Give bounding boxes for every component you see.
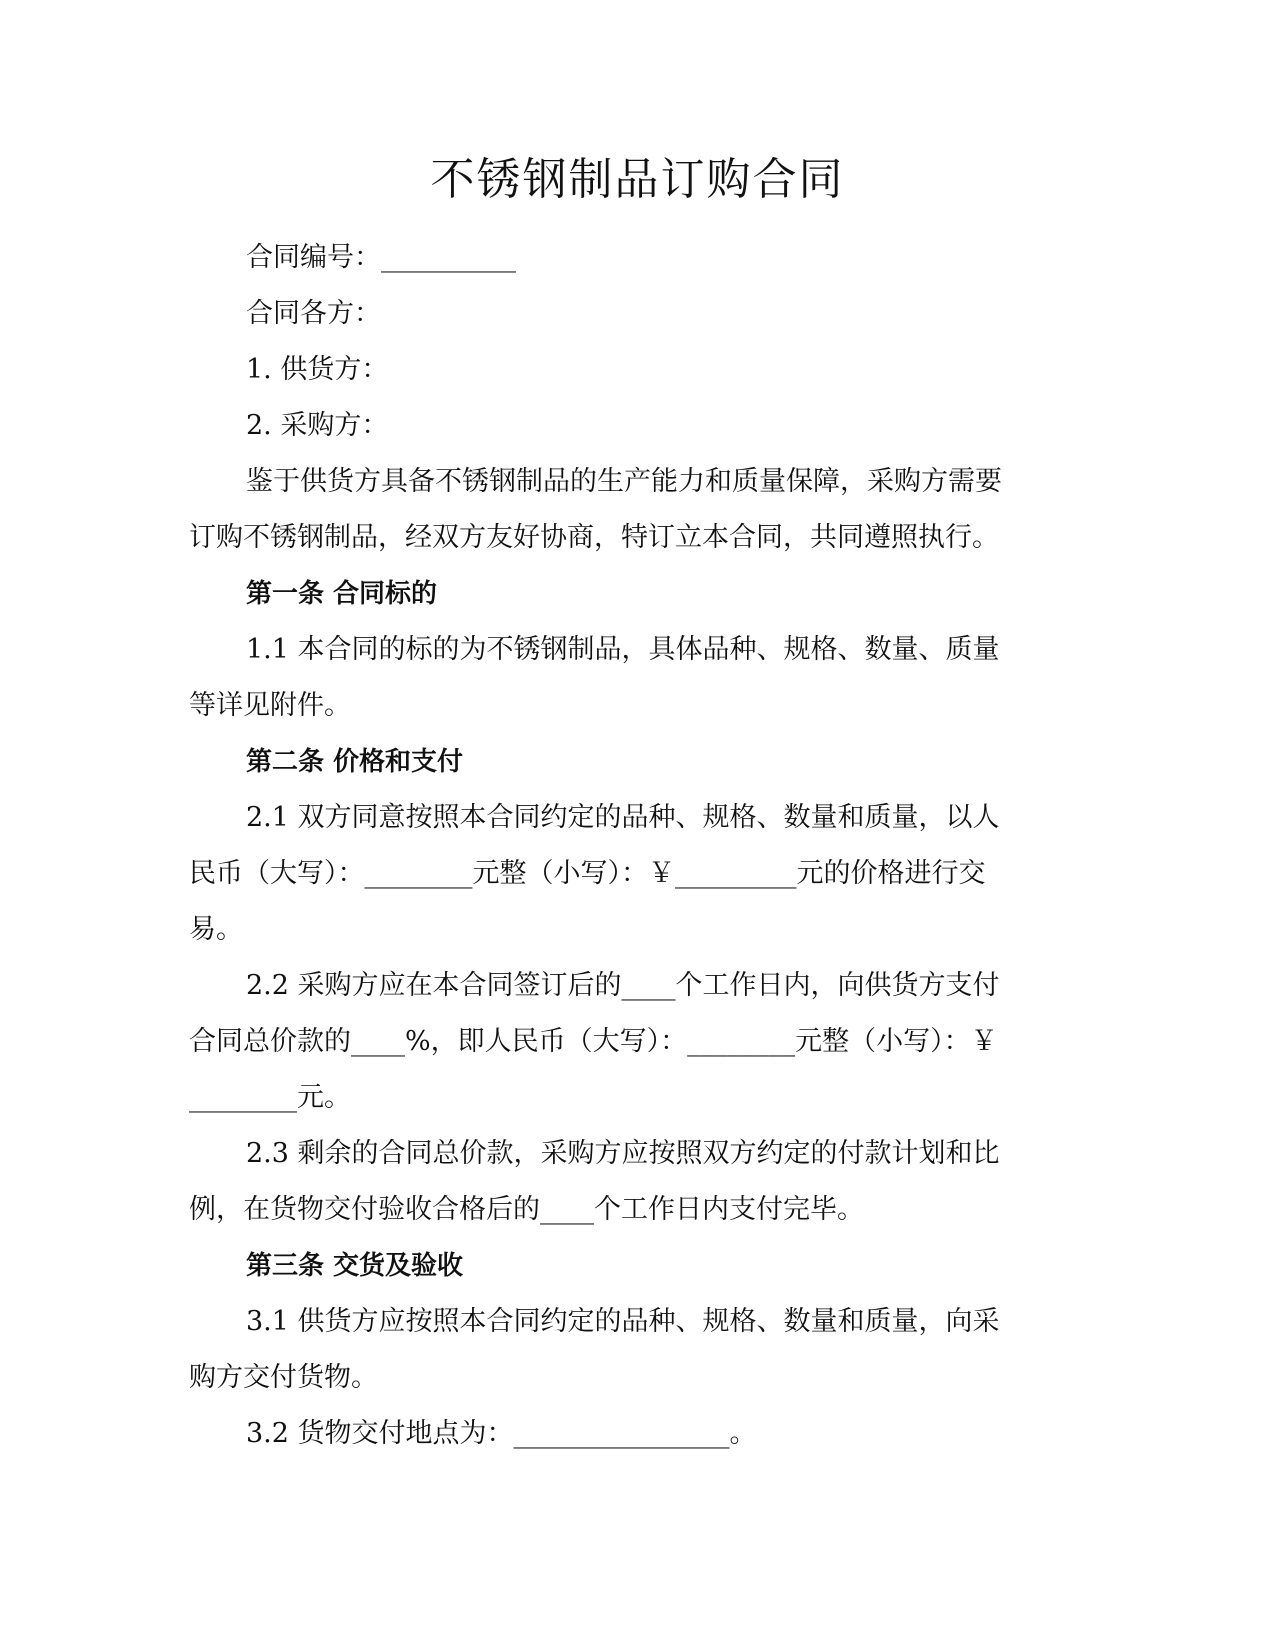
section-heading: 第一条 合同标的: [246, 579, 438, 609]
section-heading: 第三条 交货及验收: [246, 1251, 464, 1281]
paragraph-line: 1.1 本合同的标的为不锈钢制品，具体品种、规格、数量、质量: [246, 634, 1000, 665]
paragraph-line: 等详见附件。: [189, 690, 351, 721]
paragraph-line: 易。: [189, 914, 243, 945]
paragraph-line: 例，在货物交付验收合格后的____个工作日内支付完毕。: [189, 1194, 864, 1225]
paragraph-line: 2.3 剩余的合同总价款，采购方应按照双方约定的付款计划和比: [246, 1138, 1000, 1169]
paragraph-line: 合同编号：__________: [246, 242, 516, 273]
paragraph-line: 合同各方：: [246, 298, 381, 329]
paragraph-line: 3.2 货物交付地点为：________________。: [246, 1418, 757, 1449]
section-heading: 第二条 价格和支付: [246, 747, 464, 777]
paragraph-line: ________元。: [189, 1082, 351, 1113]
paragraph-line: 2. 采购方：: [246, 410, 389, 441]
document-title: 不锈钢制品订购合同: [430, 154, 845, 205]
paragraph-line: 合同总价款的____%，即人民币（大写）：________元整（小写）：￥: [189, 1026, 998, 1057]
paragraph-line: 1. 供货方：: [246, 354, 389, 385]
paragraph-line: 民币（大写）：________元整（小写）：￥_________元的价格进行交: [189, 858, 986, 889]
paragraph-line: 2.1 双方同意按照本合同约定的品种、规格、数量和质量，以人: [246, 802, 1000, 833]
paragraph-line: 购方交付货物。: [189, 1362, 378, 1393]
paragraph-line: 2.2 采购方应在本合同签订后的____个工作日内，向供货方支付: [246, 970, 1000, 1001]
document-body: [189, 230, 1089, 1462]
paragraph-line: 鉴于供货方具备不锈钢制品的生产能力和质量保障，采购方需要: [246, 466, 1002, 497]
paragraph-line: 订购不锈钢制品，经双方友好协商，特订立本合同，共同遵照执行。: [189, 522, 999, 553]
paragraph-line: 3.1 供货方应按照本合同约定的品种、规格、数量和质量，向采: [246, 1306, 1000, 1337]
